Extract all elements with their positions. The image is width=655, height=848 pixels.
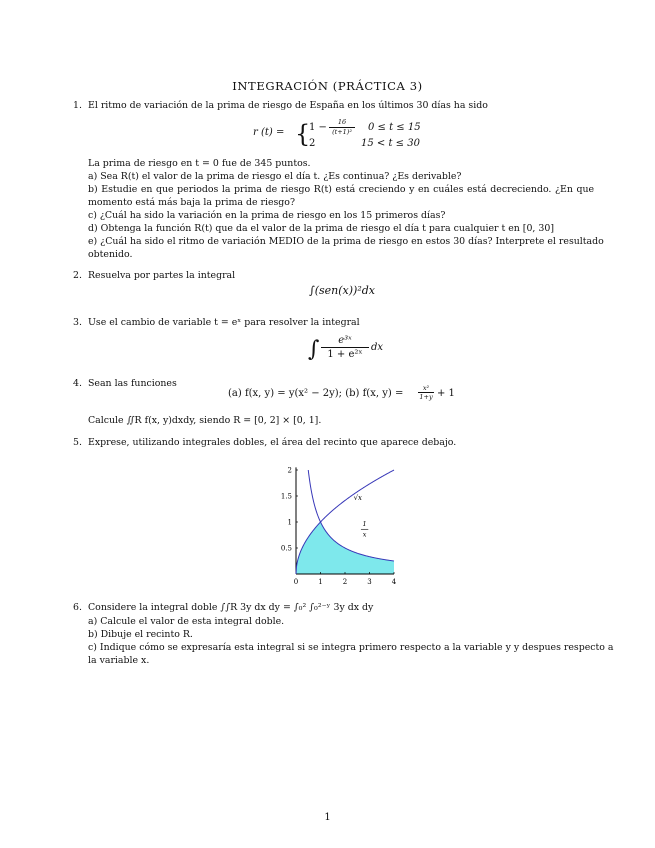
y-tick-label: 0.5 [280, 544, 292, 553]
q1-part-b-line2: momento está más baja la prima de riesgo? [88, 197, 295, 208]
q1-part-e-line2: obtenido. [88, 249, 133, 260]
q1-part-e-line1: e) ¿Cuál ha sido el ritmo de variación MEDIO de la prima de riesgo en estos 30 días? Interprete el resultado [88, 236, 604, 247]
q3-number: 3. [73, 317, 82, 328]
x-tick-label: 0 [293, 578, 299, 586]
q4-functions-text: (a) f(x, y) = y(x² − 2y); (b) f(x, y) = [228, 388, 404, 399]
sqrt-label: √x [353, 494, 362, 503]
q4-frac-den: 1+y [419, 393, 433, 401]
q1-func-lhs: r (t) = [253, 127, 285, 138]
y-tick-label: 2 [287, 466, 292, 475]
y-tick-label: 1 [287, 518, 292, 527]
q4-frac-num: x² [418, 384, 434, 393]
q2-integral: ∫(sen(x))²dx [309, 284, 375, 297]
q1-case1-den: (t+1)² [332, 128, 352, 136]
q6-part-b: b) Dibuje el recinto R. [88, 629, 193, 640]
q3-dx: dx [371, 342, 384, 353]
q1-case1-num: 16 [329, 118, 355, 128]
q1-piecewise [253, 118, 423, 154]
q3-text: Use el cambio de variable t = eˣ para resolver la integral [88, 317, 360, 328]
q6-part-c-line1: c) Indique cómo se expresaría esta integral si se integra primero respecto a la variable y y despues respecto a [88, 642, 614, 653]
q1-case2-expr: 2 [309, 138, 316, 149]
q6-part-a: a) Calcule el valor de esta integral doble. [88, 616, 285, 627]
q1-brace: { [295, 120, 311, 148]
q6-part-c-line2: la variable x. [88, 655, 150, 666]
q5-text: Exprese, utilizando integrales dobles, el área del recinto que aparece debajo. [88, 437, 457, 448]
q3-integral-sign: ∫ [308, 337, 320, 362]
q6-text: Considere la integral doble ∫∫R 3y dx dy = ∫₀² ∫₀²⁻ʸ 3y dx dy [88, 602, 374, 613]
page-number: 1 [324, 812, 331, 823]
q3-integral [308, 333, 398, 367]
q3-numerator: e³ˣ [321, 334, 369, 348]
q1-part-b-line1: b) Estudie en que periodos la prima de riesgo R(t) está creciendo y en cuáles está decreciendo. ¿En que [88, 184, 595, 195]
inverse-label-den: x [362, 530, 367, 539]
q4-plus-one: + 1 [437, 388, 455, 399]
q1-initial-line: La prima de riesgo en t = 0 fue de 345 puntos. [88, 158, 311, 169]
y-tick-label: 1.5 [280, 492, 292, 501]
q5-number: 5. [73, 437, 82, 448]
q4-calculate: Calcule ∬R f(x, y)dxdy, siendo R = [0, 2] × [0, 1]. [88, 415, 322, 426]
q1-case2-cond: 15 < t ≤ 30 [361, 138, 420, 149]
q1-number: 1. [73, 100, 82, 111]
q4-functions [228, 386, 468, 406]
q1-intro: El ritmo de variación de la prima de riesgo de España en los últimos 30 días ha sido [88, 100, 488, 111]
page-title: INTEGRACIÓN (PRÁCTICA 3) [232, 79, 423, 93]
x-tick-label: 4 [391, 578, 397, 586]
q4-text: Sean las funciones [88, 378, 177, 389]
inverse-label-num: 1 [362, 520, 367, 529]
q3-denominator: 1 + e²ˣ [327, 349, 363, 360]
q1-part-c: c) ¿Cuál ha sido la variación en la prima de riesgo en los 15 primeros días? [88, 210, 446, 221]
region-chart [278, 458, 408, 586]
q2-number: 2. [73, 270, 82, 281]
q4-number: 4. [73, 378, 82, 389]
q1-case1-prefix: 1 − [309, 122, 327, 133]
q1-part-a: a) Sea R(t) el valor de la prima de riesgo el día t. ¿Es continua? ¿Es derivable? [88, 171, 462, 182]
x-tick-label: 1 [318, 578, 323, 586]
x-tick-label: 3 [367, 578, 372, 586]
q6-number: 6. [73, 602, 82, 613]
q1-case1-cond: 0 ≤ t ≤ 15 [368, 122, 421, 133]
q1-part-d: d) Obtenga la función R(t) que da el valor de la prima de riesgo el día t para cualquier t en [0, 30] [88, 223, 554, 234]
q2-text: Resuelva por partes la integral [88, 270, 236, 281]
x-tick-label: 2 [342, 578, 348, 586]
